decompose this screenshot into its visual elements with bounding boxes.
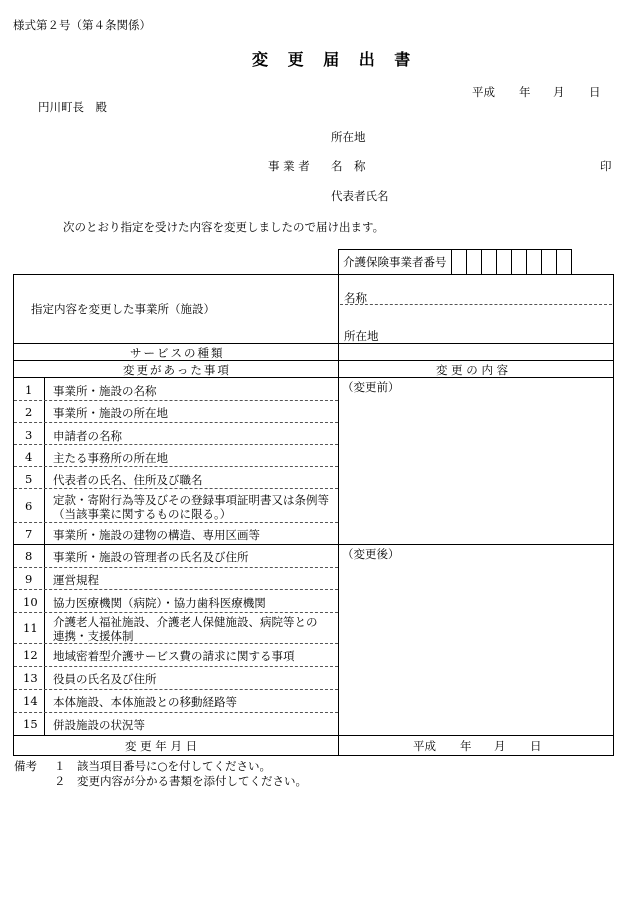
provider-number-table [338, 249, 572, 275]
addressee: 円川町長 殿 [38, 100, 107, 114]
item-text: 役員の氏名及び住所 [53, 672, 157, 686]
form-id: 様式第２号（第４条関係） [13, 18, 151, 32]
page-title: 変 更 届 出 書 [252, 50, 418, 69]
item-text: 協力医療機関（病院）・協力歯科医療機関 [53, 596, 266, 610]
applicant-name-label: 名 称 [331, 159, 366, 173]
item-text: 運営規程 [53, 573, 99, 587]
item-number[interactable]: 2 [25, 405, 33, 419]
seal-mark: 印 [600, 159, 612, 173]
change-date-day: 日 [530, 739, 542, 753]
item-number[interactable]: 10 [23, 595, 38, 609]
item-number[interactable]: 12 [23, 648, 38, 662]
item-number[interactable]: 4 [25, 450, 33, 464]
item-text: 代表者の氏名、住所及び職名 [53, 473, 203, 487]
note-line: １ 該当項目番号に○を付してください。 [54, 759, 272, 773]
item-text: 事業所・施設の建物の構造、専用区画等 [53, 528, 260, 542]
facility-label: 指定内容を変更した事業所（施設） [31, 302, 215, 316]
item-text-cont: （当該事業に関するものに限る。） [53, 507, 232, 521]
provider-number-box[interactable] [496, 250, 511, 275]
provider-number-box[interactable] [451, 250, 466, 275]
provider-number-box[interactable] [481, 250, 496, 275]
item-number[interactable]: 11 [23, 621, 38, 635]
change-items-header: 変更があった事項 [123, 363, 231, 377]
provider-number-box[interactable] [541, 250, 556, 275]
change-date-year: 年 [460, 739, 472, 753]
item-number[interactable]: 7 [25, 527, 33, 541]
service-type-label: サービスの種類 [130, 346, 225, 360]
facility-name-label: 名称 [344, 291, 367, 305]
item-text: 申請者の名称 [53, 429, 122, 443]
item-text: 事業所・施設の所在地 [53, 406, 168, 420]
applicant-address-label: 所在地 [331, 130, 366, 144]
provider-number-box[interactable] [556, 250, 571, 275]
item-text: 主たる事務所の所在地 [53, 451, 168, 465]
item-text: 事業所・施設の名称 [53, 384, 157, 398]
item-text: 事業所・施設の管理者の氏名及び住所 [53, 550, 249, 564]
change-date-era: 平成 [413, 739, 436, 753]
item-number[interactable]: 5 [25, 472, 33, 486]
item-number[interactable]: 13 [23, 671, 38, 685]
item-number[interactable]: 15 [23, 717, 38, 731]
item-number[interactable]: 14 [23, 694, 38, 708]
notes-label: 備考 [14, 759, 37, 773]
date-day: 日 [589, 85, 601, 99]
provider-number-box[interactable] [466, 250, 481, 275]
date-era: 平成 [472, 85, 495, 99]
intro-text: 次のとおり指定を受けた内容を変更しましたので届け出ます。 [63, 220, 385, 234]
item-text: 介護老人福祉施設、介護老人保健施設、病院等との [53, 615, 318, 629]
item-text-cont: 連携・支援体制 [53, 629, 134, 643]
item-text: 定款・寄附行為等及びその登録事項証明書又は条例等 [53, 493, 329, 507]
change-content-header: 変 更 の 内 容 [436, 363, 509, 377]
change-date-label: 変 更 年 月 日 [125, 739, 198, 753]
facility-address-label: 所在地 [344, 329, 379, 343]
note-line: ２ 変更内容が分かる書類を添付してください。 [54, 774, 307, 788]
date-year: 年 [519, 85, 531, 99]
item-number[interactable]: 8 [25, 549, 33, 563]
before-label: （変更前） [342, 380, 400, 394]
item-number[interactable]: 3 [25, 428, 33, 442]
provider-number-box[interactable] [511, 250, 526, 275]
item-text: 地域密着型介護サービス費の請求に関する事項 [53, 649, 295, 663]
after-label: （変更後） [342, 547, 400, 561]
item-number[interactable]: 9 [25, 572, 33, 586]
item-text: 本体施設、本体施設との移動経路等 [53, 695, 237, 709]
item-number[interactable]: 1 [25, 383, 33, 397]
applicant-business-label: 事 業 者 [268, 159, 310, 173]
provider-number-box[interactable] [526, 250, 541, 275]
change-date-month: 月 [494, 739, 506, 753]
item-number[interactable]: 6 [25, 499, 33, 513]
applicant-rep-label: 代表者氏名 [331, 189, 389, 203]
date-month: 月 [553, 85, 565, 99]
provider-number-label: 介護保険事業者番号 [339, 250, 452, 275]
item-text: 併設施設の状況等 [53, 718, 145, 732]
